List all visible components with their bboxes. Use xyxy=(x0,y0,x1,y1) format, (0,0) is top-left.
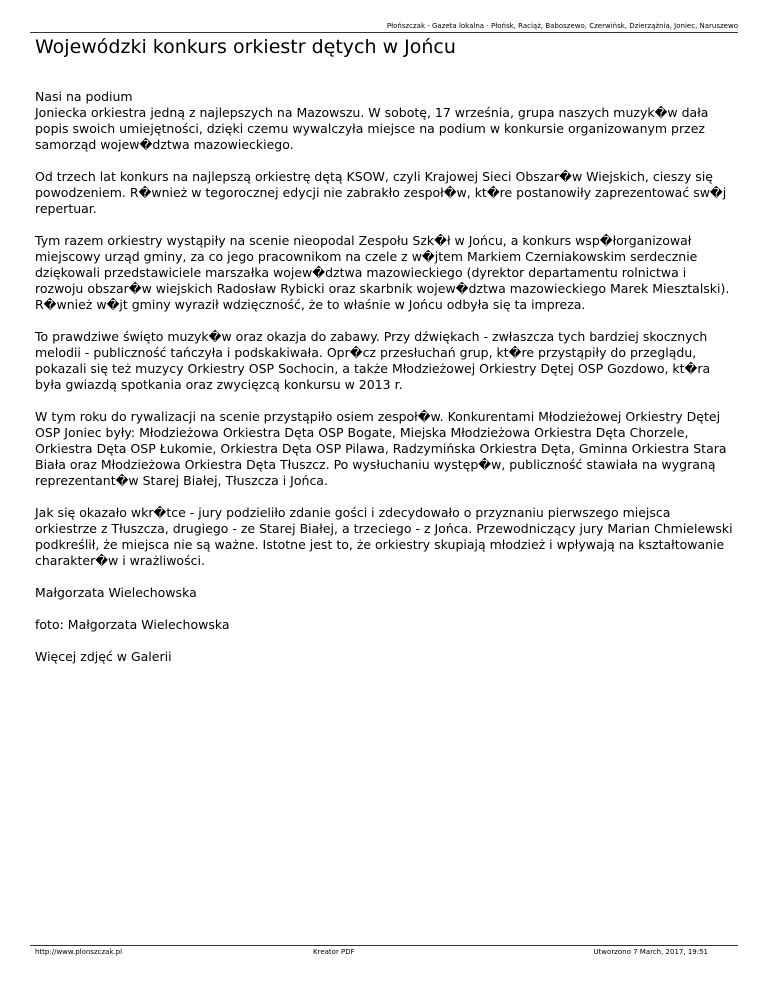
photo-credit: foto: Małgorzata Wielechowska xyxy=(35,617,230,632)
paragraph: Tym razem orkiestry wystąpiły na scenie nieopodal Zespołu Szk�ł w Jońcu, a konkurs wsp�łorganizował miejscowy urząd gminy, za co jego pracownikom na czele z w�jtem Markiem Czerniakowskim serdecznie dziękowali przedstawiciele marszałka wojew�dztwa mazowieckiego (dyrektor departamentu rolnictwa i rozwoju obszar�w wiejskich Radosław Rybicki oraz skarbnik wojew�dztwa mazowieckiego Marek Miesztalski). R�wnież w�jt gminy wyraził wdzięczność, że to właśnie w Jońcu odbyła się ta impreza. xyxy=(35,233,730,312)
header-divider xyxy=(30,32,738,33)
paragraph: To prawdziwe święto muzyk�w oraz okazja do zabawy. Przy dźwiękach - zwłaszcza tych bardziej skocznych melodii - publiczność tańczyła i podskakiwała. Opr�cz przesłuchań grup, kt�re przystąpiły do przeglądu, pokazali się też muzycy Orkiestry OSP Sochocin, a także Młodzieżowej Orkiestry Dętej OSP Gozdowo, kt�ra była gwiazdą spotkania oraz zwycięzcą konkursu w 2013 r. xyxy=(35,329,711,392)
gallery-link[interactable]: Więcej zdjęć w Galerii xyxy=(35,649,172,664)
article-body xyxy=(35,89,735,681)
lead-paragraph xyxy=(35,89,735,153)
paragraph: Jak się okazało wkr�tce - jury podzieliło zdanie gości i zdecydowało o przyznaniu pierwszego miejsca orkiestrze z Tłuszcza, drugiego - ze Starej Białej, a trzeciego - z Jońca. Przewodniczący jury Marian Chmielewski podkreślił, że miejsca nie są ważne. Istotne jest to, że orkiestry skupiają młodzież i wpływają na kształtowanie charakter�w i wrażliwości. xyxy=(35,505,733,568)
paragraph: W tym roku do rywalizacji na scenie przystąpiło osiem zespoł�w. Konkurentami Młodzieżowej Orkiestry Dętej OSP Joniec były: Młodzieżowa Orkiestra Dęta OSP Bogate, Miejska Młodzieżowa Orkiestra Dęta Chorzele, Orkiestra Dęta OSP Łukomie, Orkiestra Dęta OSP Pilawa, Radzymińska Orkiestra Dęta, Gminna Orkiestra Stara Biała oraz Młodzieżowa Orkiestra Dęta Tłuszcz. Po wysłuchaniu występ�w, publiczność stawiała na wygraną reprezentant�w Starej Białej, Tłuszcza i Jońca. xyxy=(35,409,727,488)
footer-generator: Kreator PDF xyxy=(313,948,355,956)
footer-divider xyxy=(30,945,738,946)
footer-created: Utworzono 7 March, 2017, 19:51 xyxy=(593,948,708,956)
lead-text: Joniecka orkiestra jedną z najlepszych na Mazowszu. W sobotę, 17 września, grupa naszych muzyk�w dała popis swoich umiejętności, dzięki czemu wywalczyła miejsce na podium w konkursie organizowanym przez samorząd wojew�dztwa mazowieckiego. xyxy=(35,105,709,152)
site-header: Płońszczak - Gazeta lokalna - Płońsk, Raciąż, Baboszewo, Czerwińsk, Dzierzążnia, Joniec, Naruszewo xyxy=(386,22,738,30)
lead-heading: Nasi na podium xyxy=(35,89,133,104)
author: Małgorzata Wielechowska xyxy=(35,585,197,600)
paragraph: Od trzech lat konkurs na najlepszą orkiestrę dętą KSOW, czyli Krajowej Sieci Obszar�w Wiejskich, cieszy się powodzeniem. R�wnież w tegorocznej edycji nie zabrakło zespoł�w, kt�re postanowiły zaprezentować sw�j repertuar. xyxy=(35,169,727,216)
footer-url[interactable]: http://www.plonszczak.pl xyxy=(35,948,123,956)
article-title: Wojewódzki konkurs orkiestr dętych w Jońcu xyxy=(35,36,456,58)
